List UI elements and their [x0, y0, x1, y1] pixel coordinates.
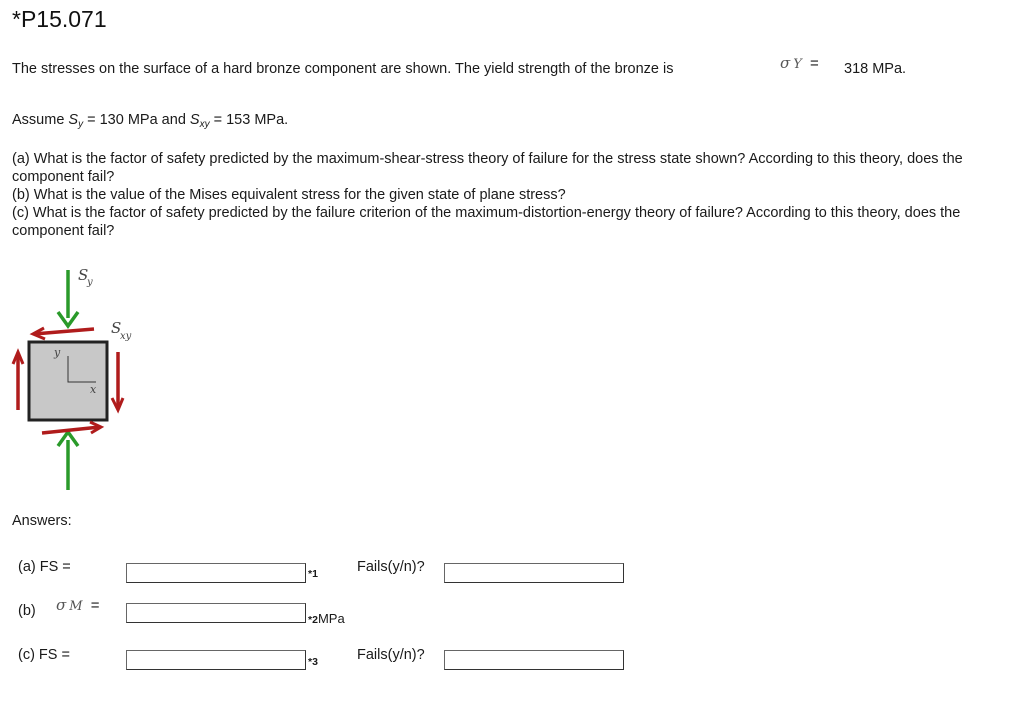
assume-line — [12, 111, 288, 134]
answer-b-label: (b) — [18, 603, 36, 619]
question-b: (b) What is the value of the Mises equivalent stress for the given state of plane stress? — [12, 187, 566, 203]
sxy-subscript: xy — [199, 119, 210, 130]
yield-equals: = — [810, 55, 819, 72]
sy-value: = 130 MPa and — [87, 112, 186, 128]
answer-b-marker-group — [308, 610, 345, 628]
axis-x-label: x — [90, 383, 97, 396]
yield-strength-symbol — [780, 54, 819, 72]
sxy-label: S — [111, 319, 122, 337]
assume-prefix: Assume — [12, 112, 65, 128]
sy-bottom-arrow — [58, 432, 78, 490]
sxy-value: = 153 MPa. — [213, 112, 289, 128]
mises-equals: = — [90, 597, 100, 614]
yield-value: 318 MPa. — [844, 61, 907, 77]
answer-a-fails-input[interactable] — [444, 563, 624, 583]
mises-subscript: M — [69, 599, 83, 614]
sy-label-sub: y — [87, 277, 93, 288]
sigma-symbol: σ — [780, 54, 791, 72]
shear-left-arrow — [13, 352, 23, 410]
answer-b-marker: *2 — [308, 614, 318, 626]
intro-text: The stresses on the surface of a hard bronze component are shown. The yield strength of the bronze is — [12, 61, 674, 77]
answer-b-unit: MPa — [317, 611, 345, 626]
answer-a-fs-input[interactable] — [126, 563, 306, 583]
intro-line — [12, 60, 673, 78]
shear-top-arrow — [33, 328, 94, 339]
question-a: (a) What is the factor of safety predicted by the maximum-shear-stress theory of failure for the stress state shown? According to this theory, does the component fail? — [12, 151, 963, 185]
mises-sigma: σ — [56, 596, 67, 614]
answer-b-mises-input[interactable] — [126, 603, 306, 623]
answer-c-fails-input[interactable] — [444, 650, 624, 670]
mises-symbol — [56, 596, 100, 614]
sxy-label-sub: xy — [120, 331, 132, 342]
shear-bottom-arrow — [42, 422, 101, 433]
stress-element-diagram — [8, 262, 158, 497]
answer-a-fails-label: Fails(y/n)? — [357, 559, 425, 575]
axis-y-label: y — [54, 346, 61, 359]
sy-label: S — [78, 266, 89, 284]
sy-symbol: S — [68, 112, 79, 128]
answer-a-marker: *1 — [308, 568, 318, 580]
answer-c-marker: *3 — [308, 656, 318, 668]
answers-heading: Answers: — [12, 513, 72, 529]
answer-c-fs-input[interactable] — [126, 650, 306, 670]
answer-a-label: (a) FS = — [18, 559, 71, 575]
sxy-symbol: S — [189, 112, 200, 128]
yield-subscript: Y — [793, 57, 802, 72]
sy-subscript: y — [78, 119, 84, 130]
answer-c-label: (c) FS = — [18, 647, 70, 663]
sy-top-arrow — [58, 270, 78, 326]
answer-c-fails-label: Fails(y/n)? — [357, 647, 425, 663]
shear-right-arrow — [112, 352, 123, 410]
problem-title: *P15.071 — [12, 6, 107, 32]
question-c: (c) What is the factor of safety predicted by the failure criterion of the maximum-distortion-energy theory of failure? According to this theory, does the component fail? — [12, 205, 961, 239]
